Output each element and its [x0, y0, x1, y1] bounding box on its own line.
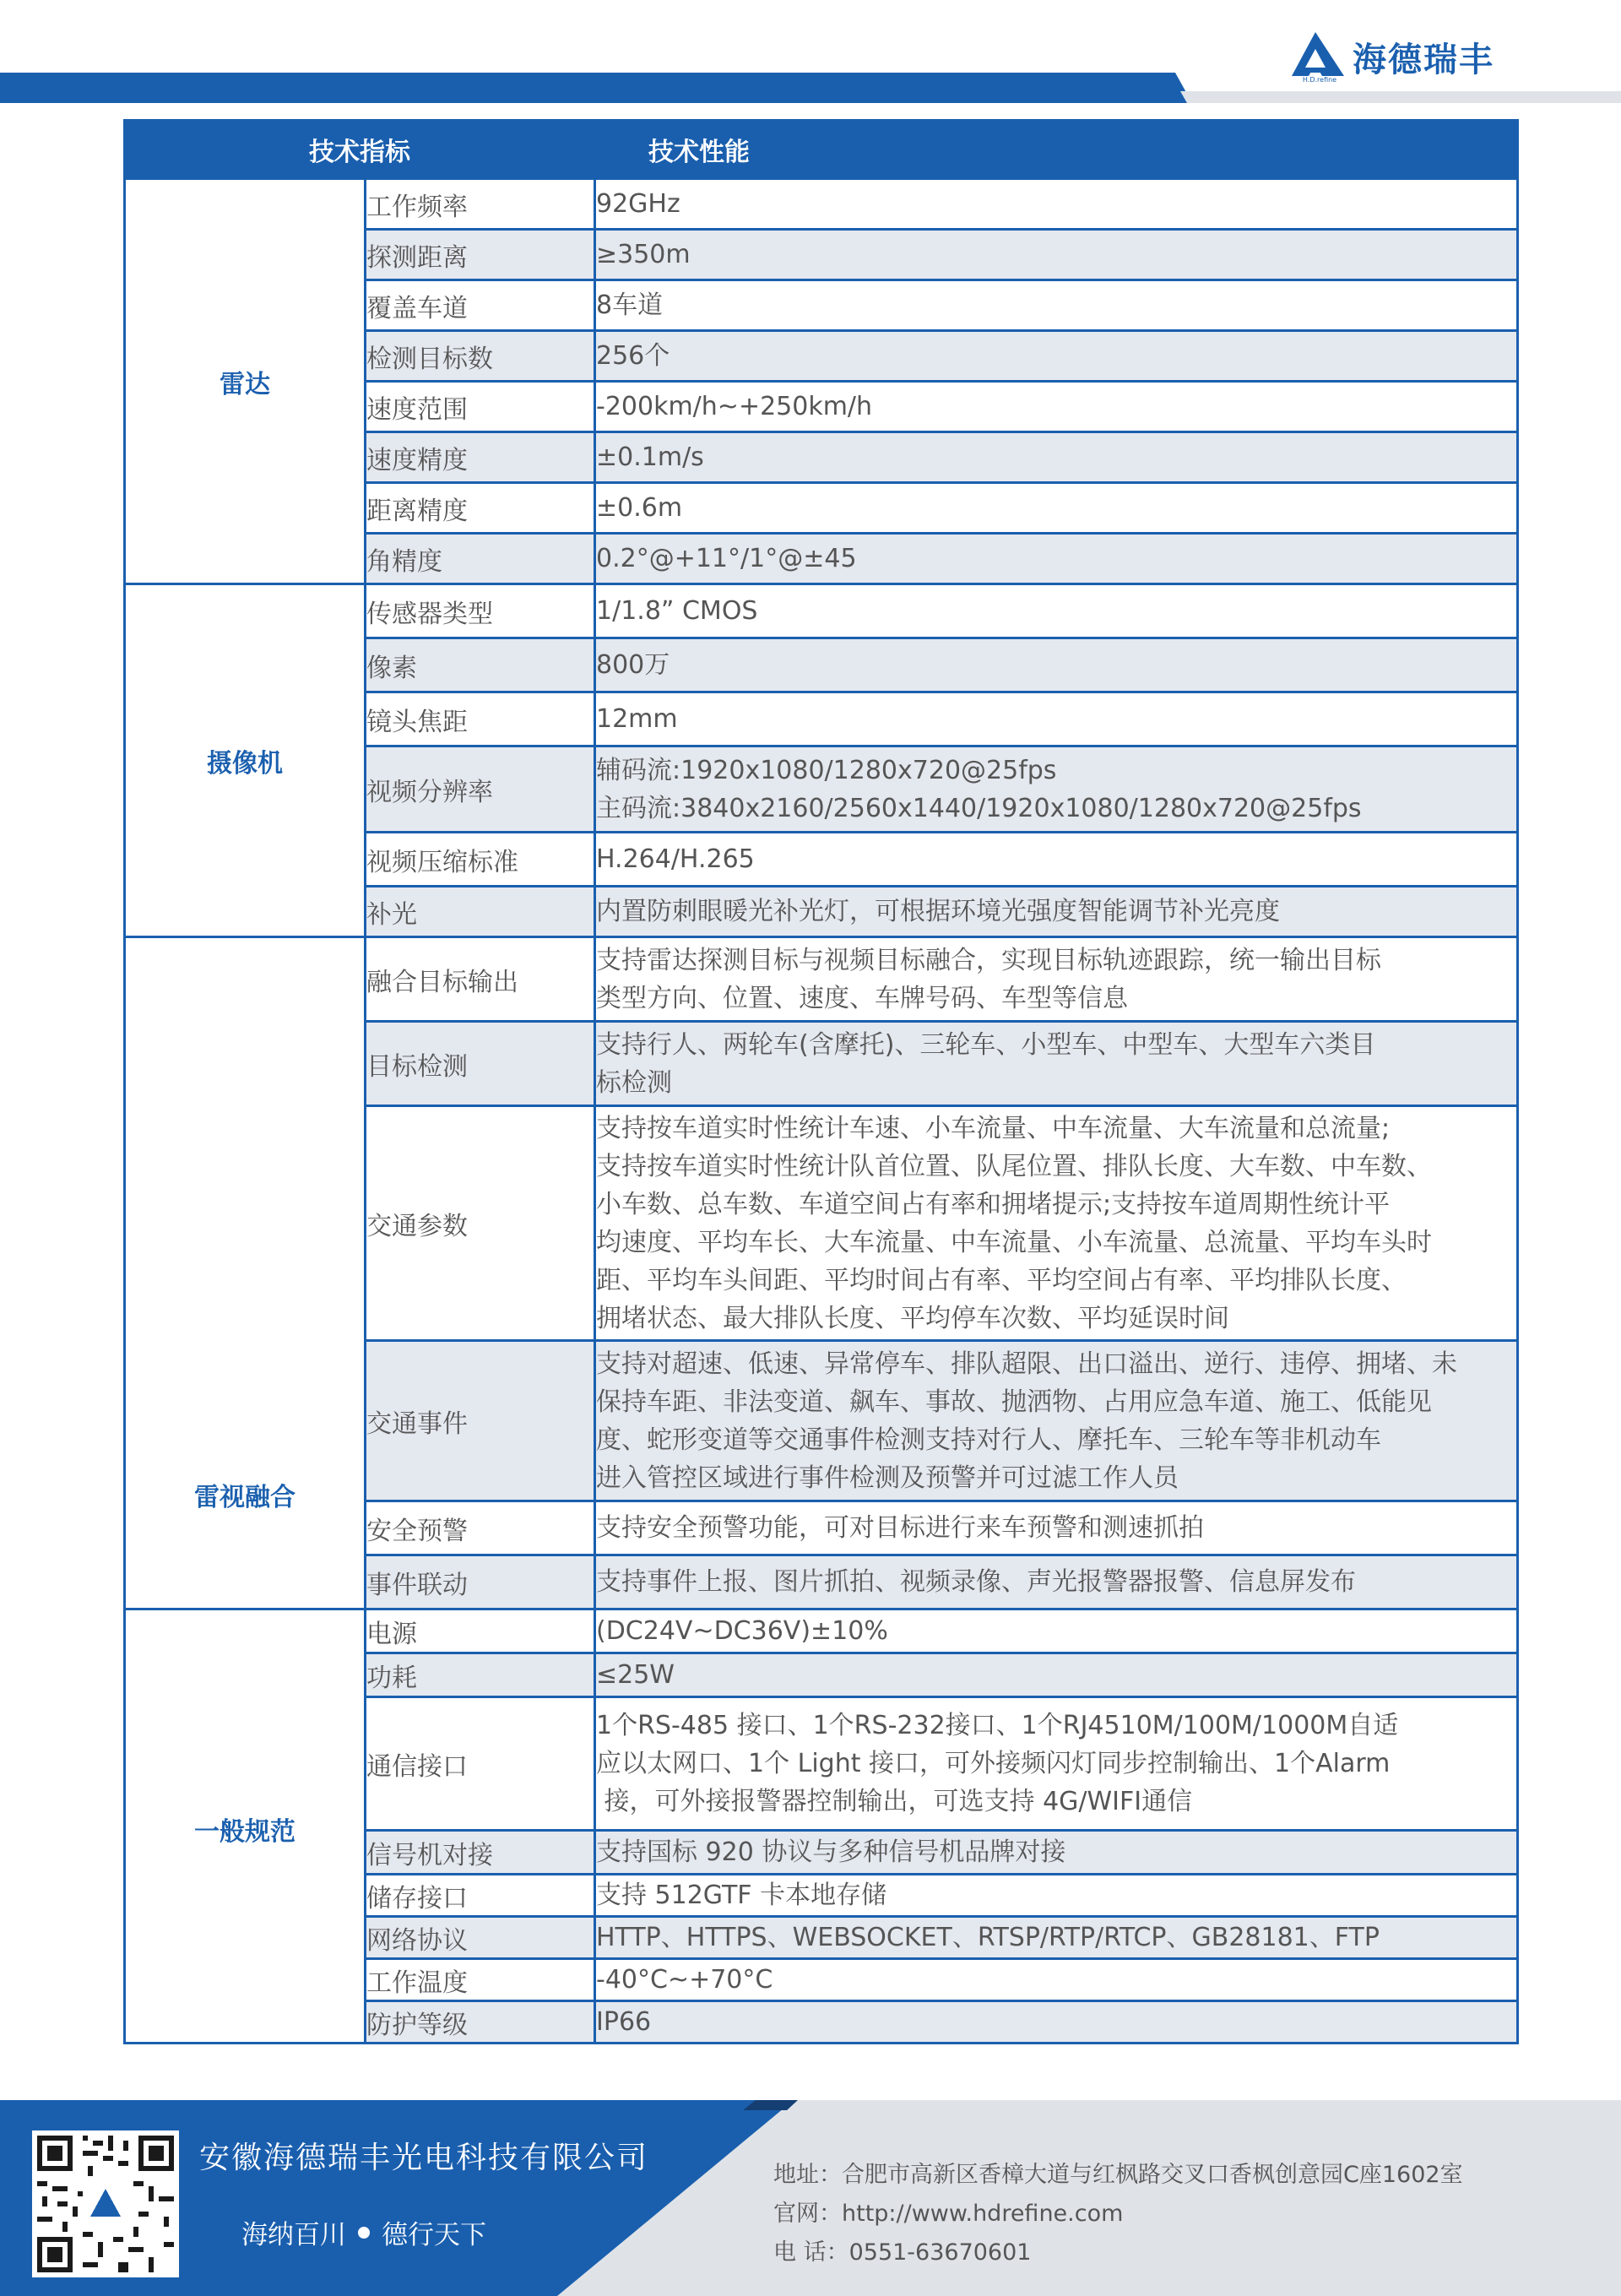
- footer: [0, 2100, 1621, 2296]
- spec-value-cell: [595, 432, 1518, 483]
- spec-value-line: ≥350m: [596, 240, 691, 269]
- table-row: [125, 937, 1518, 1022]
- phone: 电 话：0551-63670601: [773, 2239, 1032, 2266]
- spec-value-cell: [595, 1341, 1518, 1501]
- spec-name-cell: 安全预警: [366, 1501, 595, 1555]
- spec-value-line: 92GHz: [596, 189, 680, 219]
- spec-name-cell: 探测距离: [366, 230, 595, 280]
- spec-value-line: 均速度、平均车长、大车流量、中车流量、小车流量、总流量、平均车头时: [596, 1227, 1432, 1257]
- spec-value-cell: [595, 179, 1518, 230]
- slogan-right: 德行天下: [382, 2220, 486, 2250]
- spec-value-cell: [595, 331, 1518, 382]
- spec-name-cell: 交通参数: [366, 1106, 595, 1341]
- spec-value-line: 1个RS-485 接口、1个RS-232接口、1个RJ4510M/100M/1000M自适: [596, 1711, 1399, 1740]
- spec-value-cell: [595, 1106, 1518, 1341]
- spec-value-line: 标检测: [596, 1067, 672, 1098]
- spec-value-line: 支持行人、两轮车(含摩托)、三轮车、小型车、中型车、大型车六类目: [596, 1029, 1376, 1060]
- spec-name-cell: 工作频率: [366, 179, 595, 230]
- spec-value-line: 支持国标 920 协议与多种信号机品牌对接: [596, 1837, 1066, 1867]
- spec-value-cell: [595, 1609, 1518, 1653]
- spec-value-line: 类型方向、位置、速度、车牌号码、车型等信息: [596, 983, 1128, 1013]
- spec-value-line: (DC24V~DC36V)±10%: [596, 1616, 888, 1646]
- spec-name-cell: 电源: [366, 1609, 595, 1653]
- spec-value-line: 256个: [596, 341, 670, 371]
- spec-name-cell: 交通事件: [366, 1341, 595, 1501]
- spec-value-line: -200km/h~+250km/h: [596, 392, 873, 421]
- spec-value-line: H.264/H.265: [596, 844, 755, 874]
- spec-value-cell: [595, 2001, 1518, 2044]
- spec-name-cell: 防护等级: [366, 2001, 595, 2044]
- spec-value-cell: [595, 1022, 1518, 1106]
- spec-name-cell: 功耗: [366, 1653, 595, 1697]
- spec-name-cell: 镜头焦距: [366, 692, 595, 746]
- spec-body: [125, 179, 1518, 2044]
- spec-value-line: 接，可外接报警器控制输出，可选支持 4G/WIFI通信: [596, 1787, 1193, 1816]
- spec-name-cell: 信号机对接: [366, 1831, 595, 1875]
- spec-value-cell: [595, 280, 1518, 331]
- category-cell: 摄像机: [125, 584, 366, 937]
- spec-value-cell: [595, 1959, 1518, 2001]
- spec-value-line: 小车数、总车数、车道空间占有率和拥堵提示;支持按车道周期性统计平: [596, 1189, 1391, 1219]
- spec-value-line: -40°C~+70°C: [596, 1965, 773, 1995]
- spec-name-cell: 像素: [366, 638, 595, 692]
- spec-name-cell: 事件联动: [366, 1555, 595, 1609]
- spec-value-line: 主码流:3840x2160/2560x1440/1920x1080/1280x720@25fps: [596, 793, 1362, 823]
- spec-value-line: ±0.6m: [596, 493, 683, 523]
- slogan-dot-icon: [358, 2227, 370, 2239]
- spec-name-cell: 速度精度: [366, 432, 595, 483]
- table-row: [125, 584, 1518, 638]
- spec-name-cell: 检测目标数: [366, 331, 595, 382]
- spec-name-cell: 视频压缩标准: [366, 833, 595, 887]
- spec-value-line: 支持事件上报、图片抓拍、视频录像、声光报警器报警、信息屏发布: [596, 1567, 1356, 1597]
- spec-value-line: 度、蛇形变道等交通事件检测支持对行人、摩托车、三轮车等非机动车: [596, 1425, 1381, 1455]
- spec-name-cell: 角精度: [366, 534, 595, 584]
- company-name: 安徽海德瑞丰光电科技有限公司: [199, 2141, 649, 2175]
- spec-value-line: HTTP、HTTPS、WEBSOCKET、RTSP/RTP/RTCP、GB28181、FTP: [596, 1923, 1380, 1952]
- header-performance: 技术性能: [595, 121, 1518, 179]
- spec-value-cell: [595, 833, 1518, 887]
- spec-name-cell: 速度范围: [366, 382, 595, 432]
- spec-value-line: 8车道: [596, 290, 664, 320]
- spec-value-cell: [595, 887, 1518, 937]
- spec-name-cell: 距离精度: [366, 483, 595, 534]
- spec-value-cell: [595, 1555, 1518, 1609]
- spec-value-line: 进入管控区域进行事件检测及预警并可过滤工作人员: [596, 1463, 1179, 1493]
- category-cell: 雷视融合: [125, 937, 366, 1609]
- table-header-row: [125, 121, 1518, 179]
- spec-name-cell: 储存接口: [366, 1875, 595, 1917]
- table-row: [125, 179, 1518, 230]
- spec-value-cell: [595, 382, 1518, 432]
- spec-value-line: IP66: [596, 2007, 652, 2037]
- spec-value-cell: [595, 692, 1518, 746]
- logo-name: 海德瑞丰: [1353, 40, 1494, 79]
- slogan: [241, 2213, 486, 2251]
- logo-subtitle: H.D.refine: [1302, 76, 1337, 84]
- spec-value-cell: [595, 483, 1518, 534]
- spec-value-line: 0.2°@+11°/1°@±45: [596, 544, 857, 573]
- spec-name-cell: 网络协议: [366, 1917, 595, 1959]
- address: 地址：合肥市高新区香樟大道与红枫路交叉口香枫创意园C座1602室: [773, 2162, 1463, 2188]
- spec-name-cell: 目标检测: [366, 1022, 595, 1106]
- spec-value-line: 支持 512GTF 卡本地存储: [596, 1881, 887, 1910]
- spec-value-line: 应以太网口、1个 Light 接口，可外接频闪灯同步控制输出、1个Alarm: [596, 1749, 1391, 1778]
- spec-value-line: ≤25W: [596, 1660, 675, 1690]
- spec-value-line: ±0.1m/s: [596, 442, 704, 472]
- spec-name-cell: 补光: [366, 887, 595, 937]
- spec-name-cell: 覆盖车道: [366, 280, 595, 331]
- spec-value-cell: [595, 1917, 1518, 1959]
- website-link[interactable]: 官网：http://www.hdrefine.com: [773, 2201, 1124, 2227]
- spec-value-cell: [595, 746, 1518, 833]
- spec-name-cell: 工作温度: [366, 1959, 595, 2001]
- spec-value-cell: [595, 1697, 1518, 1831]
- spec-value-cell: [595, 230, 1518, 280]
- brand-logo: [1290, 30, 1494, 83]
- spec-value-line: 800万: [596, 650, 670, 680]
- spec-value-line: 保持车距、非法变道、飙车、事故、抛洒物、占用应急车道、施工、低能见: [596, 1387, 1432, 1417]
- spec-value-cell: [595, 638, 1518, 692]
- logo-triangle-icon: [1290, 30, 1346, 83]
- category-cell: 一般规范: [125, 1609, 366, 2044]
- header-indicator: 技术指标: [125, 121, 595, 179]
- table-row: [125, 1609, 1518, 1653]
- qr-code: [32, 2130, 179, 2277]
- category-cell: 雷达: [125, 179, 366, 584]
- spec-value-cell: [595, 584, 1518, 638]
- spec-value-line: 支持雷达探测目标与视频目标融合，实现目标轨迹跟踪，统一输出目标: [596, 945, 1381, 975]
- spec-name-cell: 融合目标输出: [366, 937, 595, 1022]
- spec-value-line: 12mm: [596, 704, 678, 734]
- spec-name-cell: 传感器类型: [366, 584, 595, 638]
- spec-name-cell: 通信接口: [366, 1697, 595, 1831]
- spec-value-line: 支持按车道实时性统计队首位置、队尾位置、排队长度、大车数、中车数、: [596, 1151, 1432, 1181]
- spec-value-cell: [595, 534, 1518, 584]
- spec-value-cell: [595, 1831, 1518, 1875]
- spec-value-line: 支持按车道实时性统计车速、小车流量、中车流量、大车流量和总流量;: [596, 1113, 1391, 1143]
- spec-value-line: 内置防刺眼暖光补光灯，可根据环境光强度智能调节补光亮度: [596, 897, 1280, 926]
- spec-value-line: 拥堵状态、最大排队长度、平均停车次数、平均延误时间: [596, 1303, 1229, 1333]
- spec-value-line: 1/1.8” CMOS: [596, 596, 758, 626]
- spec-value-line: 支持安全预警功能，可对目标进行来车预警和测速抓拍: [596, 1513, 1204, 1543]
- spec-table: [123, 119, 1519, 2044]
- spec-name-cell: 视频分辨率: [366, 746, 595, 833]
- slogan-left: 海纳百川: [241, 2220, 346, 2250]
- spec-value-line: 支持对超速、低速、异常停车、排队超限、出口溢出、逆行、违停、拥堵、未: [596, 1349, 1457, 1379]
- spec-value-cell: [595, 1653, 1518, 1697]
- spec-value-cell: [595, 1875, 1518, 1917]
- spec-value-cell: [595, 937, 1518, 1022]
- spec-value-cell: [595, 1501, 1518, 1555]
- spec-value-line: 辅码流:1920x1080/1280x720@25fps: [596, 755, 1057, 785]
- spec-value-line: 距、平均车头间距、平均时间占有率、平均空间占有率、平均排队长度、: [596, 1265, 1407, 1295]
